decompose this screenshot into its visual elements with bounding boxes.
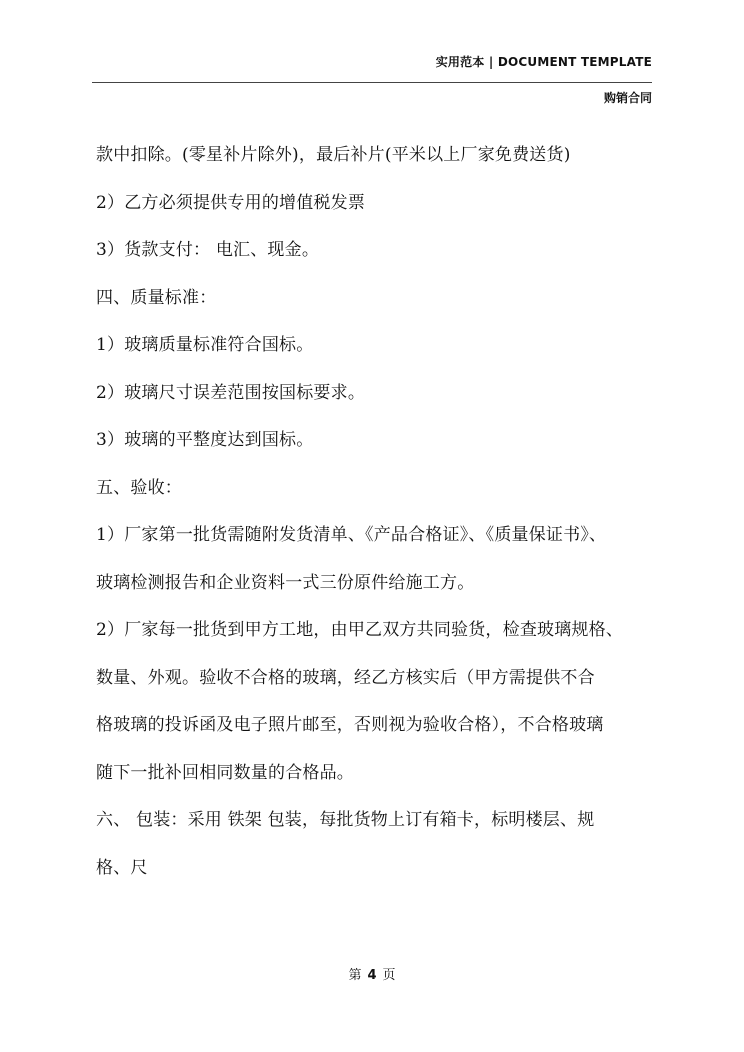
page-header [92,0,652,110]
body-line: 玻璃检测报告和企业资料一式三份原件给施工方。 [96,572,475,593]
page-number: 4 [367,968,377,983]
section-heading: 四、质量标准： [96,287,217,308]
header-title: 实用范本 | DOCUMENT TEMPLATE [435,55,652,69]
body-line: 格玻璃的投诉函及电子照片邮至，否则视为验收合格），不合格玻璃 [96,715,604,735]
page-number-suffix: 页 [382,968,396,983]
body-line: 款中扣除。(零星补片除外)，最后补片(平米以上厂家免费送货) [96,145,571,165]
body-line: 3）货款支付： 电汇、现金。 [96,240,320,260]
body-line: 格、尺 [96,857,148,878]
header-divider [92,82,652,83]
document-body [96,140,658,900]
body-line: 3）玻璃的平整度达到国标。 [96,430,314,450]
body-line: 2）玻璃尺寸误差范围按国标要求。 [96,382,366,403]
header-subtitle: 购销合同 [603,91,652,105]
body-line: 2）厂家每一批货到甲方工地，由甲乙双方共同验货，检查玻璃规格、 [96,620,624,640]
body-line: 1）厂家第一批货需随附发货清单、《产品合格证》、《质量保证书》、 [96,525,607,545]
body-line: 1）玻璃质量标准符合国标。 [96,335,314,355]
body-line: 随下一批补回相同数量的合格品。 [96,762,354,783]
section-heading: 六、 包装：采用 铁架 包装，每批货物上订有箱卡，标明楼层、规 [96,810,595,830]
page-number-prefix: 第 [348,968,362,983]
page-footer [0,964,744,983]
body-line: 2）乙方必须提供专用的增值税发票 [96,192,366,213]
body-line: 数量、外观。验收不合格的玻璃，经乙方核实后（甲方需提供不合 [96,667,595,688]
section-heading: 五、验收： [96,477,182,498]
